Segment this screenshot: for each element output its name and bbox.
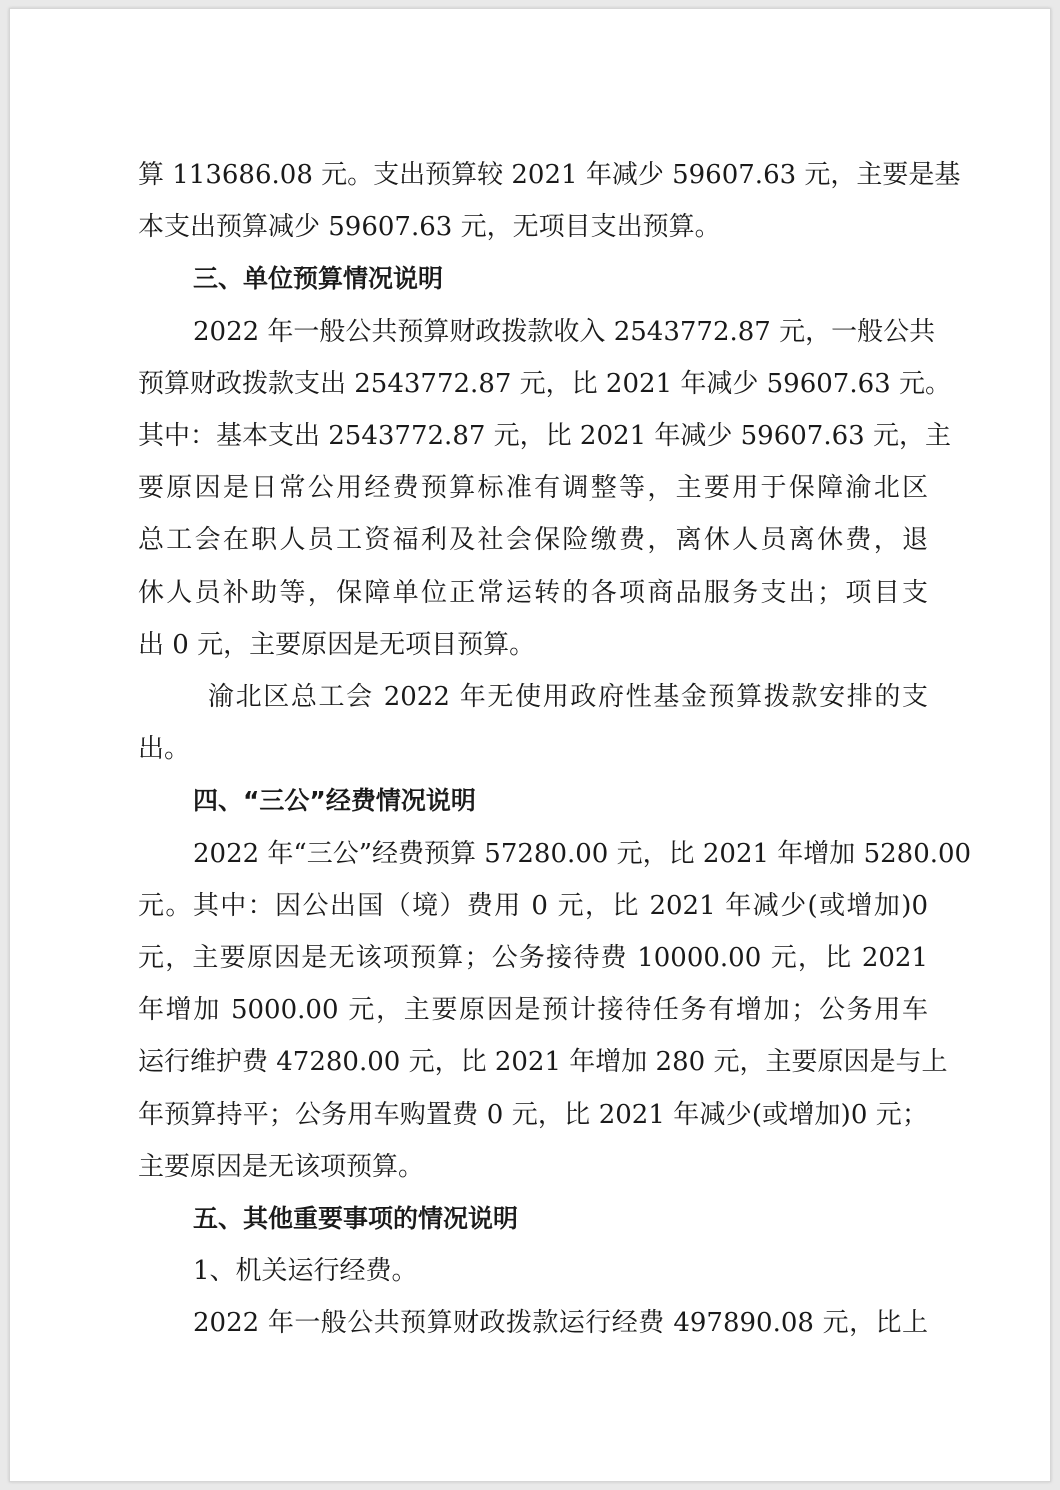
paragraph-line: 本支出预算减少 59607.63 元，无项目支出预算。 <box>138 212 721 243</box>
paragraph-line: 出 0 元，主要原因是无项目预算。 <box>138 629 536 660</box>
paragraph-line: 元。其中：因公出国（境）费用 0 元，比 2021 年减少(或增加)0 <box>138 890 928 921</box>
paragraph-line: 要原因是日常公用经费预算标准有调整等，主要用于保障渝北区 <box>138 473 928 504</box>
paragraph-line: 主要原因是无该项预算。 <box>138 1151 425 1182</box>
paragraph-line: 算 113686.08 元。支出预算较 2021 年减少 59607.63 元，主要是基 <box>138 160 961 190</box>
document-page <box>9 8 1051 1482</box>
paragraph-line: 预算财政拨款支出 2543772.87 元，比 2021 年减少 59607.63 元。 <box>138 368 951 399</box>
section-heading-4: 四、“三公”经费情况说明 <box>193 786 476 816</box>
paragraph-line: 渝北区总工会 2022 年无使用政府性基金预算拨款安排的支 <box>208 682 928 713</box>
paragraph-line: 运行维护费 47280.00 元，比 2021 年增加 280 元，主要原因是与上 <box>138 1047 948 1078</box>
section-heading-5: 五、其他重要事项的情况说明 <box>193 1204 519 1234</box>
list-item: 1、机关运行经费。 <box>193 1256 418 1287</box>
paragraph-line: 年增加 5000.00 元，主要原因是预计接待任务有增加；公务用车 <box>138 995 928 1026</box>
paragraph-line: 年预算持平；公务用车购置费 0 元，比 2021 年减少(或增加)0 元； <box>138 1099 928 1130</box>
paragraph-line: 元，主要原因是无该项预算；公务接待费 10000.00 元，比 2021 <box>138 943 928 974</box>
paragraph-line: 总工会在职人员工资福利及社会保险缴费，离休人员离休费，退 <box>138 525 928 556</box>
paragraph-line: 2022 年一般公共预算财政拨款运行经费 497890.08 元，比上 <box>193 1308 928 1339</box>
paragraph-line: 休人员补助等，保障单位正常运转的各项商品服务支出；项目支 <box>138 577 928 608</box>
paragraph-line: 2022 年“三公”经费预算 57280.00 元，比 2021 年增加 5280.00 <box>193 838 972 869</box>
paragraph-line: 出。 <box>138 734 191 765</box>
paragraph-line: 2022 年一般公共预算财政拨款收入 2543772.87 元，一般公共 <box>193 316 936 347</box>
section-heading-3: 三、单位预算情况说明 <box>193 264 444 294</box>
document-body <box>138 149 972 1350</box>
paragraph-line: 其中：基本支出 2543772.87 元，比 2021 年减少 59607.63 元，主 <box>138 421 951 452</box>
